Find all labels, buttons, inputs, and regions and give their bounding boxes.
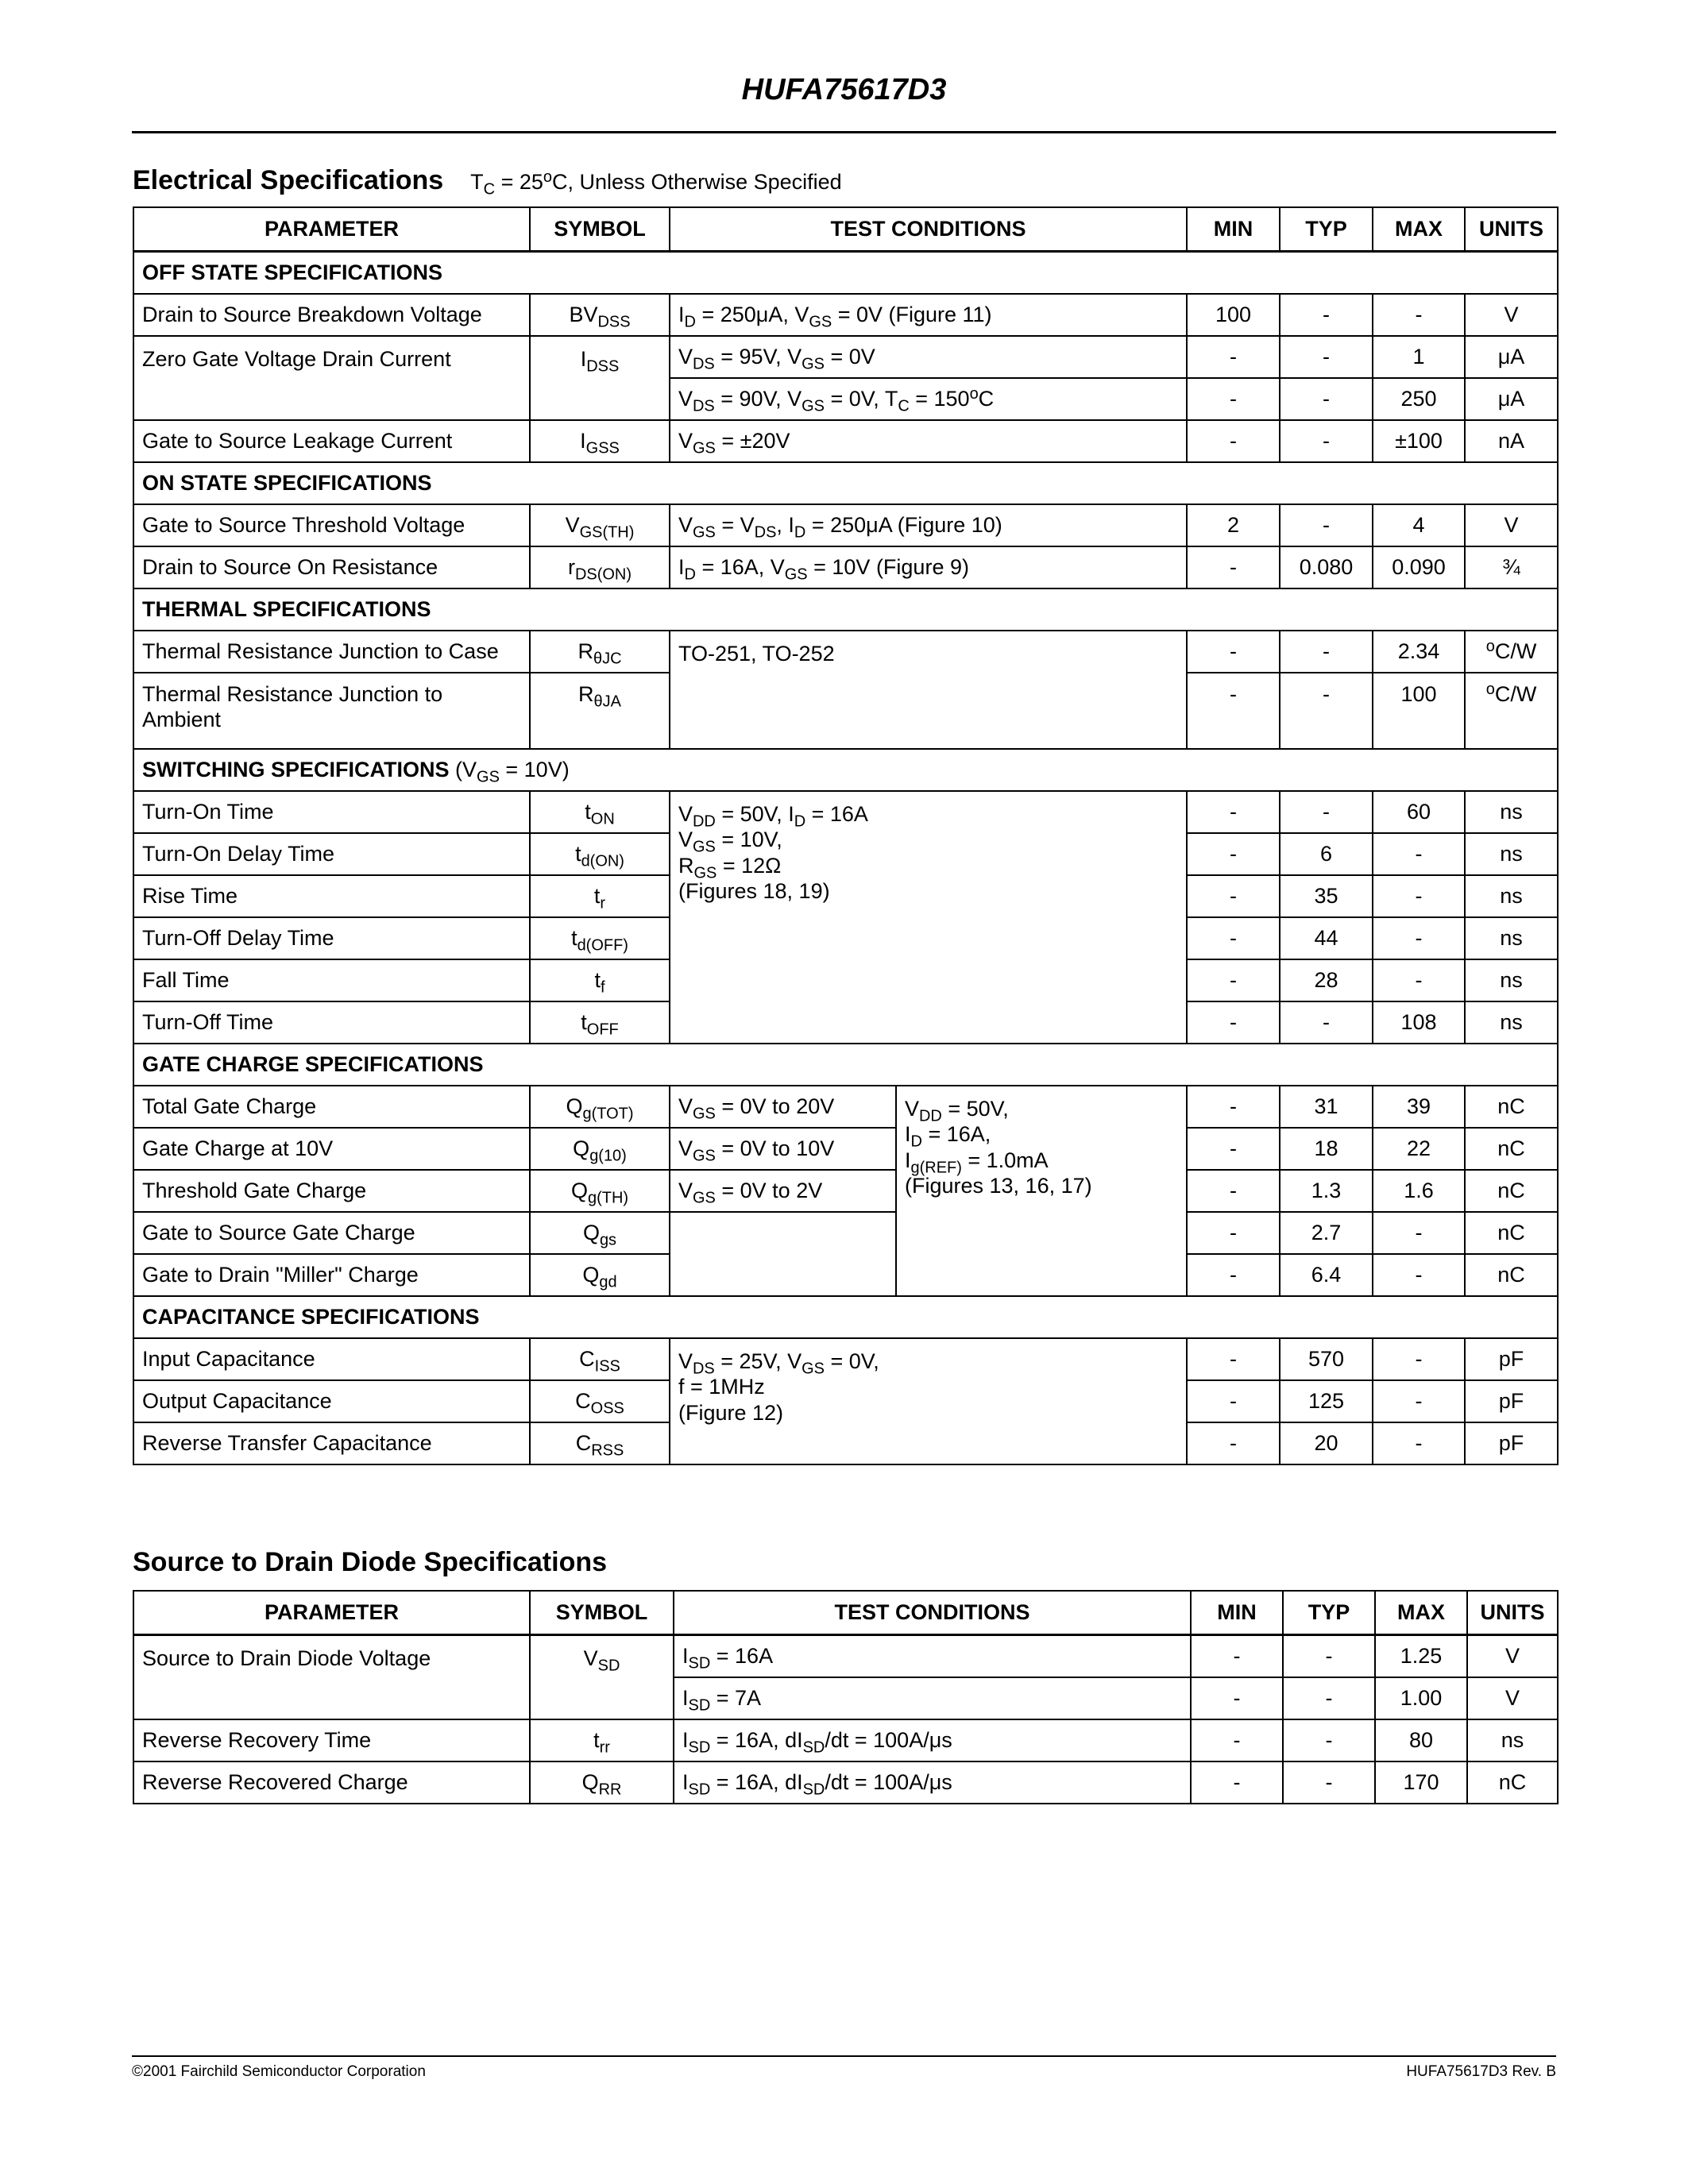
units-cell: ns [1465, 917, 1558, 959]
table-row [133, 336, 1558, 378]
param-cell: Gate to Source Gate Charge [133, 1212, 530, 1254]
param-cell: Thermal Resistance Junction to Ambient [133, 673, 530, 749]
symbol-cell: $R_{\theta JC}$ [530, 631, 670, 673]
section-title-text: SWITCHING SPECIFICATIONS [142, 758, 450, 782]
col-header-min: MIN [1191, 1591, 1283, 1635]
min-cell: - [1187, 631, 1280, 673]
typ-cell: 6.4 [1280, 1254, 1373, 1296]
max-cell: - [1373, 959, 1465, 1001]
typ-cell: 31 [1280, 1086, 1373, 1128]
table-row [133, 791, 1558, 833]
footer-revision: HUFA75617D3 Rev. B [1406, 2063, 1556, 2080]
units-cell: ns [1465, 833, 1558, 875]
table-row [133, 420, 1558, 462]
param-cell: Gate to Source Leakage Current [133, 420, 530, 462]
units-cell: ns [1465, 1001, 1558, 1044]
typ-cell: 570 [1280, 1338, 1373, 1380]
max-cell: - [1373, 294, 1465, 336]
min-cell: - [1187, 546, 1280, 588]
symbol-cell: $t_f$ [530, 959, 670, 1001]
section-row-off-state [133, 252, 1558, 295]
max-cell: 1 [1373, 336, 1465, 378]
condition-cell: $V_{DS} = 25V$, $V_{GS} = 0V$, f = 1MHz (Figure 12) [670, 1338, 1187, 1464]
max-cell: 22 [1373, 1128, 1465, 1170]
typ-cell: - [1280, 378, 1373, 420]
max-cell: 39 [1373, 1086, 1465, 1128]
typ-cell: 2.7 [1280, 1212, 1373, 1254]
symbol-cell: $C_{RSS}$ [530, 1422, 670, 1464]
table-header-row [133, 1591, 1558, 1635]
units-cell: nC [1467, 1761, 1558, 1804]
units-cell: μA [1465, 336, 1558, 378]
max-cell: - [1373, 1380, 1465, 1422]
min-cell: - [1187, 833, 1280, 875]
typ-cell: - [1283, 1719, 1375, 1761]
units-cell: $^o$C/W [1465, 631, 1558, 673]
max-cell: 80 [1375, 1719, 1467, 1761]
symbol-cell: $Q_{gs}$ [530, 1212, 670, 1254]
condition-cell: $I_D = 16A$, $V_{GS} = 10V$ (Figure 9) [670, 546, 1187, 588]
min-cell: - [1187, 420, 1280, 462]
units-cell: nA [1465, 420, 1558, 462]
section-row-thermal [133, 588, 1558, 631]
col-header-symbol: SYMBOL [530, 1591, 674, 1635]
max-cell: - [1373, 1422, 1465, 1464]
param-cell: Gate Charge at 10V [133, 1128, 530, 1170]
symbol-cell: $t_{d(ON)}$ [530, 833, 670, 875]
condition-cell: $I_D = 250\mu A$, $V_{GS} = 0V$ (Figure 11) [670, 294, 1187, 336]
param-cell: Drain to Source Breakdown Voltage [133, 294, 530, 336]
electrical-spec-heading [133, 165, 842, 200]
param-cell: Reverse Transfer Capacitance [133, 1422, 530, 1464]
max-cell: - [1373, 875, 1465, 917]
max-cell: 100 [1373, 673, 1465, 749]
typ-cell: - [1283, 1677, 1375, 1719]
units-cell: $^o$C/W [1465, 673, 1558, 749]
symbol-cell: $t_{ON}$ [530, 791, 670, 833]
param-cell: Turn-On Delay Time [133, 833, 530, 875]
units-cell: V [1465, 294, 1558, 336]
min-cell: - [1187, 1422, 1280, 1464]
condition-cell: $V_{DS} = 90V$, $V_{GS} = 0V$, $T_C = 150^oC$ [670, 378, 1187, 420]
section-title: ON STATE SPECIFICATIONS [133, 462, 1558, 504]
section-title: CAPACITANCE SPECIFICATIONS [133, 1296, 1558, 1338]
condition-cell: $I_{SD} = 16A$, $dI_{SD}/dt = 100A/\mu s$ [674, 1761, 1191, 1804]
typ-cell: - [1280, 631, 1373, 673]
table-row [133, 1635, 1558, 1678]
typ-cell: 20 [1280, 1422, 1373, 1464]
header-rule [132, 131, 1556, 133]
condition-cell: $I_{SD} = 16A$ [674, 1635, 1191, 1678]
min-cell: - [1187, 1254, 1280, 1296]
min-cell: - [1187, 1128, 1280, 1170]
condition-cell: $I_{SD} = 16A$, $dI_{SD}/dt = 100A/\mu s$ [674, 1719, 1191, 1761]
section-title-note: $(V_{GS} = 10V)$ [449, 758, 570, 786]
units-cell: nC [1465, 1212, 1558, 1254]
min-cell: - [1187, 875, 1280, 917]
symbol-cell: $I_{DSS}$ [530, 336, 670, 420]
param-cell: Threshold Gate Charge [133, 1170, 530, 1212]
units-cell: ns [1465, 959, 1558, 1001]
typ-cell: - [1280, 336, 1373, 378]
condition-cell: $I_{SD} = 7A$ [674, 1677, 1191, 1719]
table-row [133, 1338, 1558, 1380]
typ-cell: 0.080 [1280, 546, 1373, 588]
section-row-on-state [133, 462, 1558, 504]
typ-cell: - [1280, 791, 1373, 833]
max-cell: - [1373, 917, 1465, 959]
units-cell: nC [1465, 1128, 1558, 1170]
symbol-cell: $C_{OSS}$ [530, 1380, 670, 1422]
table-row [133, 1170, 1558, 1212]
units-cell: V [1465, 504, 1558, 546]
max-cell: 4 [1373, 504, 1465, 546]
param-cell: Turn-Off Time [133, 1001, 530, 1044]
max-cell: 108 [1373, 1001, 1465, 1044]
param-cell: Reverse Recovery Time [133, 1719, 530, 1761]
param-cell: Rise Time [133, 875, 530, 917]
symbol-cell: $BV_{DSS}$ [530, 294, 670, 336]
symbol-cell: $t_{d(OFF)}$ [530, 917, 670, 959]
param-cell: Total Gate Charge [133, 1086, 530, 1128]
symbol-cell: $Q_{gd}$ [530, 1254, 670, 1296]
table-row [133, 1212, 1558, 1254]
typ-cell: 125 [1280, 1380, 1373, 1422]
min-cell: - [1187, 1001, 1280, 1044]
col-header-typ: TYP [1283, 1591, 1375, 1635]
units-cell: ns [1465, 791, 1558, 833]
param-cell: Input Capacitance [133, 1338, 530, 1380]
max-cell: - [1373, 833, 1465, 875]
param-cell: Zero Gate Voltage Drain Current [133, 336, 530, 420]
max-cell: 2.34 [1373, 631, 1465, 673]
diode-spec-heading: Source to Drain Diode Specifications [133, 1547, 608, 1577]
typ-cell: - [1280, 1001, 1373, 1044]
max-cell: - [1373, 1254, 1465, 1296]
symbol-cell: $V_{GS(TH)}$ [530, 504, 670, 546]
section-title: GATE CHARGE SPECIFICATIONS [133, 1044, 1558, 1086]
param-cell: Drain to Source On Resistance [133, 546, 530, 588]
col-header-min: MIN [1187, 207, 1280, 252]
typ-cell: - [1280, 673, 1373, 749]
symbol-cell: $R_{\theta JA}$ [530, 673, 670, 749]
param-cell: Gate to Drain "Miller" Charge [133, 1254, 530, 1296]
param-cell: Gate to Source Threshold Voltage [133, 504, 530, 546]
symbol-cell: $Q_{RR}$ [530, 1761, 674, 1804]
min-cell: - [1187, 673, 1280, 749]
symbol-cell: $t_{OFF}$ [530, 1001, 670, 1044]
symbol-cell: $Q_{g(TOT)}$ [530, 1086, 670, 1128]
max-cell: 0.090 [1373, 546, 1465, 588]
section-row-gate-charge [133, 1044, 1558, 1086]
units-cell: ¾ [1465, 546, 1558, 588]
min-cell: - [1191, 1677, 1283, 1719]
max-cell: 250 [1373, 378, 1465, 420]
min-cell: - [1187, 791, 1280, 833]
condition-cell: $V_{GS} = 0V$ to 10V [670, 1128, 896, 1170]
symbol-cell: $Q_{g(10)}$ [530, 1128, 670, 1170]
min-cell: - [1187, 959, 1280, 1001]
max-cell: ±100 [1373, 420, 1465, 462]
condition-cell: $V_{DD} = 50V$, $I_D = 16A$ $V_{GS} = 10V$, $R_{GS} = 12\Omega$ (Figures 18, 19) [670, 791, 1187, 1044]
units-cell: ns [1465, 875, 1558, 917]
typ-cell: 6 [1280, 833, 1373, 875]
section-row-switching [133, 749, 1558, 791]
typ-cell: - [1280, 294, 1373, 336]
condition-cell: $V_{DS} = 95V$, $V_{GS} = 0V$ [670, 336, 1187, 378]
min-cell: - [1187, 1338, 1280, 1380]
col-header-parameter: PARAMETER [133, 1591, 530, 1635]
param-cell: Fall Time [133, 959, 530, 1001]
param-cell: Turn-Off Delay Time [133, 917, 530, 959]
min-cell: - [1187, 1086, 1280, 1128]
max-cell: 1.25 [1375, 1635, 1467, 1678]
max-cell: - [1373, 1338, 1465, 1380]
typ-cell: - [1280, 420, 1373, 462]
min-cell: - [1187, 336, 1280, 378]
min-cell: - [1187, 1212, 1280, 1254]
col-header-test-conditions: TEST CONDITIONS [670, 207, 1187, 252]
units-cell: pF [1465, 1380, 1558, 1422]
units-cell: ns [1467, 1719, 1558, 1761]
table-row [133, 546, 1558, 588]
col-header-parameter: PARAMETER [133, 207, 530, 252]
units-cell: nC [1465, 1254, 1558, 1296]
document-title: HUFA75617D3 [741, 73, 947, 106]
param-cell: Output Capacitance [133, 1380, 530, 1422]
col-header-units: UNITS [1467, 1591, 1558, 1635]
section-title: THERMAL SPECIFICATIONS [133, 588, 1558, 631]
section-title: OFF STATE SPECIFICATIONS [133, 252, 1558, 295]
typ-cell: - [1283, 1761, 1375, 1804]
min-cell: - [1187, 1380, 1280, 1422]
col-header-max: MAX [1373, 207, 1465, 252]
units-cell: pF [1465, 1422, 1558, 1464]
table-row [133, 631, 1558, 673]
symbol-cell: $C_{ISS}$ [530, 1338, 670, 1380]
electrical-spec-table [133, 206, 1559, 1465]
units-cell: μA [1465, 378, 1558, 420]
col-header-test-conditions: TEST CONDITIONS [674, 1591, 1191, 1635]
table-row [133, 504, 1558, 546]
footer-copyright: ©2001 Fairchild Semiconductor Corporation [132, 2063, 426, 2080]
typ-cell: 35 [1280, 875, 1373, 917]
param-cell: Turn-On Time [133, 791, 530, 833]
symbol-cell: $t_r$ [530, 875, 670, 917]
param-cell: Thermal Resistance Junction to Case [133, 631, 530, 673]
condition-cell: $V_{GS} = V_{DS}$, $I_D = 250\mu A$ (Figure 10) [670, 504, 1187, 546]
max-cell: 1.00 [1375, 1677, 1467, 1719]
condition-cell-shared: $V_{DD} = 50V$, $I_D = 16A$, $I_{g(REF)} = 1.0mA$ (Figures 13, 16, 17) [896, 1086, 1187, 1296]
footer-rule [132, 2055, 1556, 2057]
symbol-cell: $I_{GSS}$ [530, 420, 670, 462]
min-cell: - [1191, 1719, 1283, 1761]
typ-cell: - [1283, 1635, 1375, 1678]
symbol-cell: $Q_{g(TH)}$ [530, 1170, 670, 1212]
min-cell: 100 [1187, 294, 1280, 336]
typ-cell: 18 [1280, 1128, 1373, 1170]
min-cell: - [1191, 1761, 1283, 1804]
symbol-cell: $V_{SD}$ [530, 1635, 674, 1720]
condition-cell: $V_{GS} = \pm 20V$ [670, 420, 1187, 462]
max-cell: 170 [1375, 1761, 1467, 1804]
electrical-spec-title: Electrical Specifications [133, 165, 444, 195]
diode-spec-table [133, 1590, 1559, 1804]
min-cell: - [1187, 378, 1280, 420]
col-header-max: MAX [1375, 1591, 1467, 1635]
col-header-typ: TYP [1280, 207, 1373, 252]
min-cell: 2 [1187, 504, 1280, 546]
typ-cell: 44 [1280, 917, 1373, 959]
col-header-units: UNITS [1465, 207, 1558, 252]
table-header-row [133, 207, 1558, 252]
table-row [133, 1719, 1558, 1761]
min-cell: - [1191, 1635, 1283, 1678]
table-row [133, 294, 1558, 336]
table-row [133, 1086, 1558, 1128]
condition-cell: $V_{GS} = 0V$ to 2V [670, 1170, 896, 1212]
symbol-cell: $t_{rr}$ [530, 1719, 674, 1761]
table-row [133, 1761, 1558, 1804]
typ-cell: 28 [1280, 959, 1373, 1001]
section-title [133, 749, 1558, 791]
min-cell: - [1187, 1170, 1280, 1212]
condition-cell-empty [670, 1212, 896, 1296]
max-cell: - [1373, 1212, 1465, 1254]
max-cell: 60 [1373, 791, 1465, 833]
typ-cell: 1.3 [1280, 1170, 1373, 1212]
col-header-symbol: SYMBOL [530, 207, 670, 252]
units-cell: V [1467, 1677, 1558, 1719]
typ-cell: - [1280, 504, 1373, 546]
section-row-capacitance [133, 1296, 1558, 1338]
min-cell: - [1187, 917, 1280, 959]
param-cell: Reverse Recovered Charge [133, 1761, 530, 1804]
symbol-cell: $r_{DS(ON)}$ [530, 546, 670, 588]
condition-cell: TO-251, TO-252 [670, 631, 1187, 749]
electrical-spec-condition: $T_C = 25^oC$, Unless Otherwise Specified [470, 168, 842, 199]
units-cell: pF [1465, 1338, 1558, 1380]
max-cell: 1.6 [1373, 1170, 1465, 1212]
param-cell: Source to Drain Diode Voltage [133, 1635, 530, 1720]
units-cell: nC [1465, 1086, 1558, 1128]
condition-cell: $V_{GS} = 0V$ to 20V [670, 1086, 896, 1128]
table-row [133, 1128, 1558, 1170]
units-cell: V [1467, 1635, 1558, 1678]
units-cell: nC [1465, 1170, 1558, 1212]
